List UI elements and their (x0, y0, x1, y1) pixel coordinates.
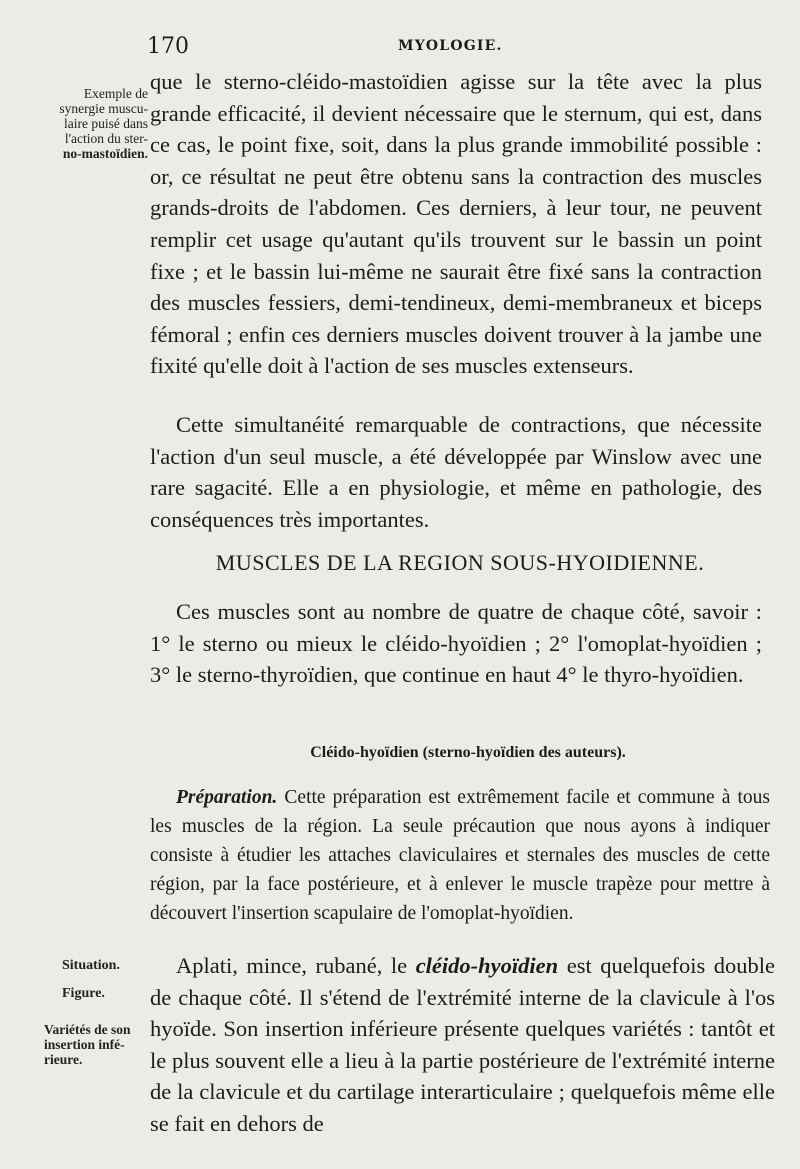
margin-note-line: Variétés de son (44, 1022, 131, 1037)
sub-heading-cleido-hyoidien: Cléido-hyoïdien (sterno-hyoïdien des auteurs). (310, 744, 626, 761)
section-heading: MUSCLES DE LA REGION SOUS-HYOIDIENNE. (215, 550, 705, 575)
preparation-lead: Préparation. (176, 787, 278, 808)
margin-note-line: synergie muscu- (59, 101, 148, 116)
paragraph-preparation (150, 783, 770, 928)
margin-note-line: laire puisé dans (64, 116, 148, 131)
margin-note-line: no-mastoïdien. (62, 146, 148, 161)
margin-note-situation: Situation. (62, 958, 120, 973)
margin-note-figure: Figure. (62, 986, 105, 1001)
page-number: 170 (147, 34, 189, 59)
margin-note-line: rieure. (44, 1052, 83, 1067)
margin-note-exemple (8, 86, 148, 161)
paragraph-muscle-list: Ces muscles sont au nombre de quatre de chaque côté, savoir : 1° le sterno ou mieux le cléido-hyoïdien ; 2° l'omoplat-hyoïdien ; 3° le sterno-thyroïdien, que continue en haut 4° le thyro-hyoïdien. (150, 599, 762, 688)
paragraph-winslow: Cette simultanéité remarquable de contractions, que nécessite l'action d'un seul muscle, a été développée par Winslow avec une rare sagacité. Elle a en physiologie, et même en pathologie, des conséquences très importantes. (150, 412, 762, 532)
description-start: Aplati, mince, rubané, le (176, 953, 416, 978)
paragraph-description (150, 950, 775, 1140)
description-rest: est quelquefois double de chaque côté. Il s'étend de l'extrémité interne de la clavicule à l'os hyoïde. Son insertion inférieure présente quelques variétés : tantôt et le plus souvent elle a lieu à la partie postérieure de l'extrémité interne de la clavicule et du cartilage interarticulaire ; quelquefois même elle se fait en dehors de (150, 953, 775, 1136)
margin-note-line: Exemple de (83, 86, 148, 101)
running-title: MYOLOGIE. (398, 38, 503, 54)
paragraph-synergy: que le sterno-cléido-mastoïdien agisse sur la tête avec la plus grande efficacité, il devient nécessaire que le sternum, qui est, dans ce cas, le point fixe, soit, dans la plus grande immobilité possible : or, ce résultat ne peut être obtenu sans la contraction des muscles grands-droits de l'abdomen. Ces derniers, à leur tour, ne peuvent remplir cet usage qu'autant qu'ils trouvent sur le bassin un point fixe ; et le bassin lui-même ne saurait être fixé sans la contraction des muscles fessiers, demi-tendineux, demi-membraneux et biceps fémoral ; enfin ces derniers muscles doivent trouver à la jambe une fixité qu'elle doit à l'action de ses muscles extenseurs. (150, 69, 762, 379)
page-header (0, 30, 800, 60)
preparation-body: Cette préparation est extrêmement facile et commune à tous les muscles de la région. La seule précaution que nous ayons à indiquer consiste à étudier les attaches claviculaires et sternales des muscles de cette région, par la face postérieure, et à enlever le muscle trapèze pour mettre à découvert l'insertion scapulaire de l'omoplat-hyoïdien. (150, 787, 770, 924)
margin-note-varietes (44, 1022, 162, 1067)
margin-note-line: l'action du ster- (64, 131, 148, 146)
margin-note-line: insertion infé- (44, 1037, 125, 1052)
term-cleido-hyoidien: cléido-hyoïdien (415, 953, 559, 978)
